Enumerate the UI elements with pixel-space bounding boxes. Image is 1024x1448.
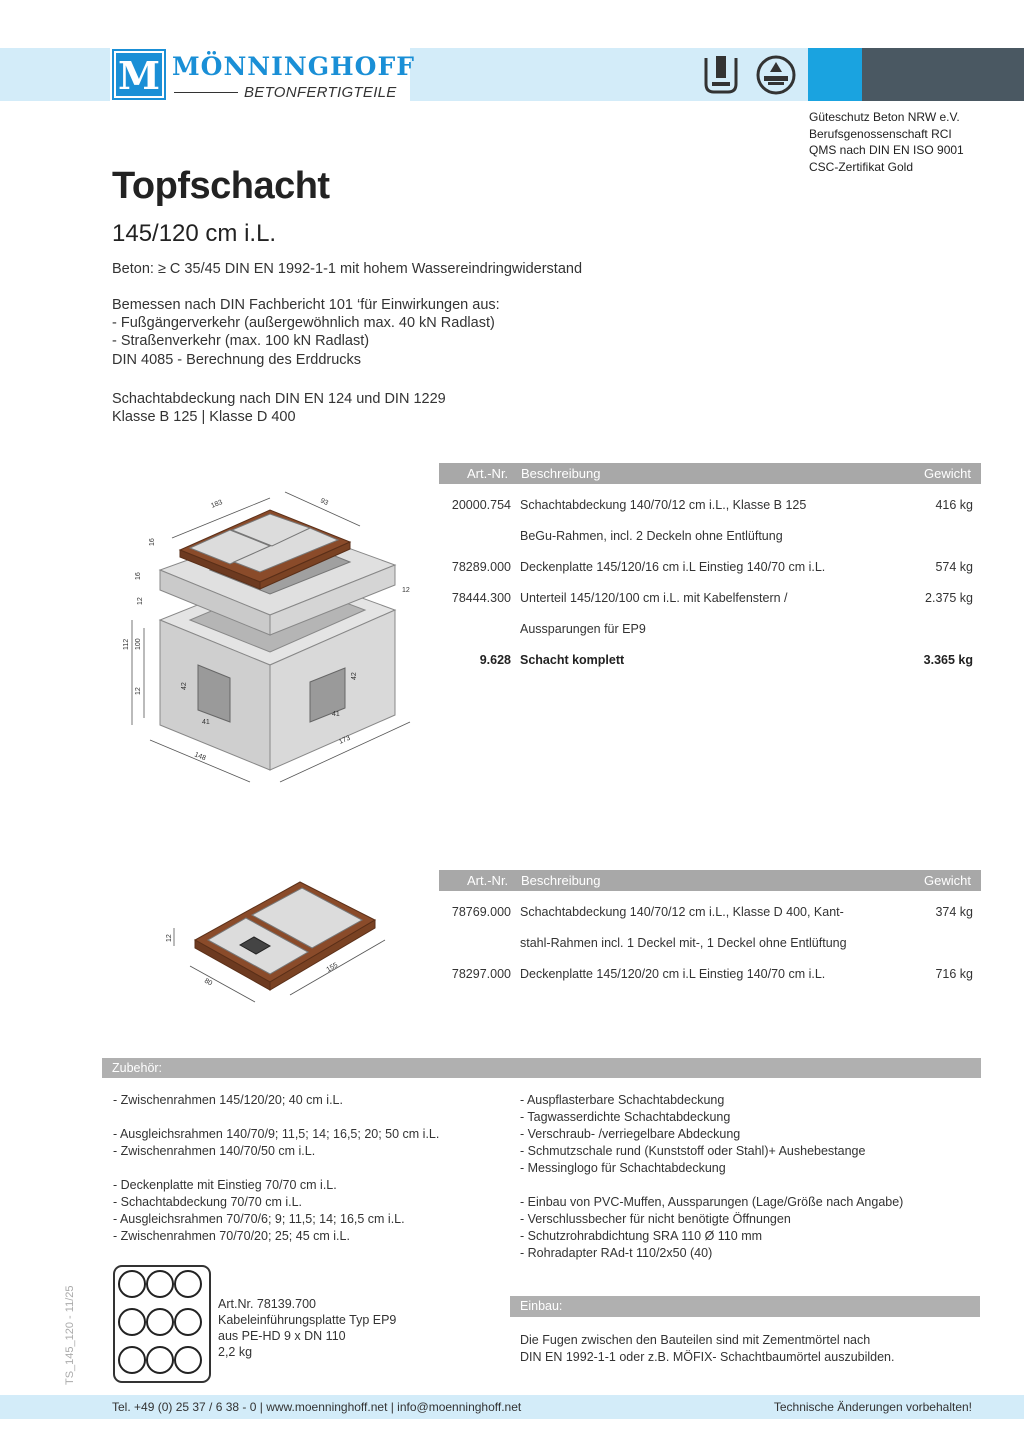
logo-name: MÖNNINGHOFF <box>172 52 415 81</box>
row-desc: Unterteil 145/120/100 cm i.L. mit Kabelfenstern / <box>520 591 788 605</box>
row-weight: 716 kg <box>935 967 973 981</box>
accessories-left <box>113 1092 439 1245</box>
page-title: Topfschacht <box>112 165 330 207</box>
dim-label: 12 <box>137 597 144 605</box>
col-weight: Gewicht <box>924 466 971 481</box>
accessory-item: - Ausgleichsrahmen 70/70/6; 9; 11,5; 14; 16,5 cm i.L. <box>113 1212 405 1226</box>
row-art: 78297.000 <box>451 967 511 981</box>
row-desc: Schachtabdeckung 140/70/12 cm i.L., Klasse B 125 <box>520 498 807 512</box>
cover-line: Klasse B 125 | Klasse D 400 <box>112 409 296 426</box>
table-header <box>439 463 981 484</box>
footer-note: Technische Änderungen vorbehalten! <box>773 1400 972 1414</box>
col-art: Art.-Nr. <box>467 466 509 481</box>
design-line: - Straßenverkehr (max. 100 kN Radlast) <box>112 333 370 350</box>
accessories-header <box>102 1058 981 1078</box>
footer <box>0 1395 1024 1419</box>
accessory-item: - Tagwasserdichte Schachtabdeckung <box>520 1110 731 1124</box>
accessory-item: - Zwischenrahmen 70/70/20; 25; 45 cm i.L. <box>113 1229 350 1243</box>
row-art: 78769.000 <box>451 905 511 919</box>
installation-line: DIN EN 1992-1-1 oder z.B. MÖFIX- Schachtbaumörtel auszubilden. <box>520 1350 895 1364</box>
accessory-item: - Rohradapter RAd-t 110/2x50 (40) <box>520 1246 713 1260</box>
row-weight: 374 kg <box>935 905 973 919</box>
row-desc: stahl-Rahmen incl. 1 Deckel mit-, 1 Deckel ohne Entlüftung <box>520 936 847 950</box>
logo-divider <box>174 92 238 93</box>
ep9-line: Art.Nr. 78139.700 <box>218 1297 316 1311</box>
ep9-description <box>218 1296 396 1360</box>
dim-label: 112 <box>123 638 130 650</box>
accessory-item: - Schutzrohrabdichtung SRA 110 Ø 110 mm <box>520 1229 763 1243</box>
row-desc: Schachtabdeckung 140/70/12 cm i.L., Klasse D 400, Kant- <box>520 905 844 919</box>
accessory-item: - Verschlussbecher für nicht benötigte Öffnungen <box>520 1212 791 1226</box>
dim-label: 80 <box>203 977 214 988</box>
accessory-item: - Einbau von PVC-Muffen, Aussparungen (Lage/Größe nach Angabe) <box>520 1195 904 1209</box>
installation-title: Einbau: <box>520 1299 563 1313</box>
logo-letter: M <box>117 53 161 98</box>
design-line: DIN 4085 - Berechnung des Erddrucks <box>112 351 362 368</box>
installation-text <box>520 1332 894 1366</box>
col-desc: Beschreibung <box>521 466 601 481</box>
dim-label: 16 <box>149 538 156 546</box>
accessory-item: - Zwischenrahmen 140/70/50 cm i.L. <box>113 1144 316 1158</box>
design-line: - Fußgängerverkehr (außergewöhnlich max. 40 kN Radlast) <box>112 315 495 332</box>
shaft-drawing <box>120 460 420 800</box>
certifications <box>809 109 964 175</box>
table-row <box>439 591 981 622</box>
quality-seal-icon <box>702 54 740 96</box>
accessories-title: Zubehör: <box>112 1061 163 1075</box>
header-accent-blue <box>808 48 862 101</box>
product-table-2 <box>439 905 981 998</box>
accessory-item: - Schachtabdeckung 70/70 cm i.L. <box>113 1195 303 1209</box>
dim-label: 148 <box>193 751 207 763</box>
dim-label: 42 <box>351 672 358 680</box>
dim-label: 100 <box>135 638 142 650</box>
installation-line: Die Fugen zwischen den Bauteilen sind mit Zementmörtel nach <box>520 1333 871 1347</box>
row-desc: Aussparungen für EP9 <box>520 622 646 636</box>
ep9-line: 2,2 kg <box>218 1345 253 1359</box>
logo-mark <box>112 49 166 100</box>
table-row <box>439 529 981 560</box>
dim-label: 41 <box>202 719 210 726</box>
accessories-right <box>520 1092 903 1262</box>
dim-label: 155 <box>325 961 340 974</box>
cert-line: CSC-Zertifikat Gold <box>809 159 914 174</box>
row-art: 78289.000 <box>451 560 511 574</box>
cert-line: QMS nach DIN EN ISO 9001 <box>809 143 964 157</box>
cover-line: Schachtabdeckung nach DIN EN 124 und DIN 1229 <box>112 391 446 407</box>
accessory-item: - Zwischenrahmen 145/120/20; 40 cm i.L. <box>113 1093 343 1107</box>
design-spec <box>112 296 500 369</box>
logo-m-icon <box>114 51 164 98</box>
installation-header <box>510 1296 980 1317</box>
accessory-item: - Ausgleichsrahmen 140/70/9; 11,5; 14; 16,5; 20; 50 cm i.L. <box>113 1127 440 1141</box>
safety-seal-icon <box>754 54 798 96</box>
row-art: 78444.300 <box>451 591 511 605</box>
concrete-spec: Beton: ≥ C 35/45 DIN EN 1992-1-1 mit hohem Wassereindringwiderstand <box>112 261 583 277</box>
design-line: Bemessen nach DIN Fachbericht 101 ‘für Einwirkungen aus: <box>112 297 500 313</box>
table-row <box>439 622 981 653</box>
accessory-item: - Auspflasterbare Schachtabdeckung <box>520 1093 725 1107</box>
cover-drawing <box>160 870 390 1005</box>
dim-label: 42 <box>181 682 188 690</box>
row-weight: 574 kg <box>935 560 973 574</box>
row-desc: Deckenplatte 145/120/16 cm i.L Einstieg 140/70 cm i.L. <box>520 560 826 574</box>
col-desc: Beschreibung <box>521 873 601 888</box>
dim-label: 183 <box>210 498 224 510</box>
col-weight: Gewicht <box>924 873 971 888</box>
product-table-1 <box>439 498 981 684</box>
total-weight: 3.365 kg <box>923 653 973 667</box>
ep9-line: aus PE-HD 9 x DN 110 <box>218 1329 346 1343</box>
row-desc: Deckenplatte 145/120/20 cm i.L Einstieg 140/70 cm i.L. <box>520 967 826 981</box>
dim-label: 173 <box>337 734 352 746</box>
table-row <box>439 498 981 529</box>
row-desc: BeGu-Rahmen, incl. 2 Deckeln ohne Entlüftung <box>520 529 783 543</box>
ep9-plate-drawing <box>112 1264 212 1384</box>
total-art: 9.628 <box>479 653 511 667</box>
table-row <box>439 905 981 936</box>
col-art: Art.-Nr. <box>467 873 509 888</box>
accessory-item: - Deckenplatte mit Einstieg 70/70 cm i.L. <box>113 1178 337 1192</box>
dim-label: 12 <box>402 587 410 594</box>
row-weight: 416 kg <box>935 498 973 512</box>
dim-label: 41 <box>332 711 340 718</box>
footer-contact: Tel. +49 (0) 25 37 / 6 38 - 0 | www.moenninghoff.net | info@moenninghoff.net <box>112 1400 522 1414</box>
row-weight: 2.375 kg <box>925 591 973 605</box>
row-art: 20000.754 <box>451 498 511 512</box>
table-total-row <box>439 653 981 684</box>
table-row <box>439 936 981 967</box>
dim-label: 93 <box>319 497 330 507</box>
cover-spec <box>112 390 446 426</box>
dim-label: 12 <box>135 687 142 695</box>
document-code: TS_145_120 - 11/25 <box>64 1285 76 1385</box>
logo-subtitle: BETONFERTIGTEILE <box>244 84 397 101</box>
ep9-line: Kabeleinführungsplatte Typ EP9 <box>218 1313 397 1327</box>
table-header <box>439 870 981 891</box>
cert-line: Berufsgenossenschaft RCI <box>809 126 952 141</box>
dim-label: 16 <box>135 572 142 580</box>
accessory-item: - Schmutzschale rund (Kunststoff oder Stahl)+ Aushebestange <box>520 1144 866 1158</box>
total-desc: Schacht komplett <box>520 653 625 667</box>
cert-line: Güteschutz Beton NRW e.V. <box>809 110 960 124</box>
accessory-item: - Verschraub- /verriegelbare Abdeckung <box>520 1127 741 1141</box>
dim-label: 12 <box>166 934 173 942</box>
table-row <box>439 967 981 998</box>
table-row <box>439 560 981 591</box>
header-accent-dark <box>862 48 1024 101</box>
accessory-item: - Messinglogo für Schachtabdeckung <box>520 1161 726 1175</box>
page-subtitle: 145/120 cm i.L. <box>112 220 277 247</box>
